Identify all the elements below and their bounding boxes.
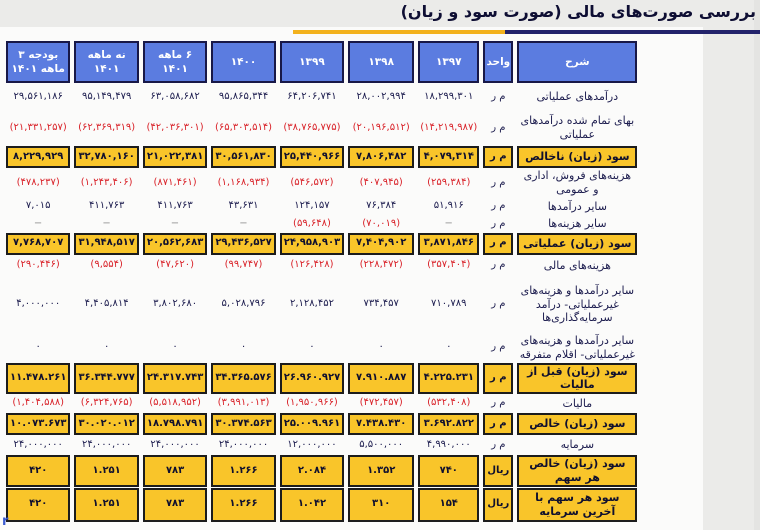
- value-cell: (۹,۵۵۴): [90, 259, 123, 271]
- row-label: سایر درآمدها و هزینه‌های غیرعملیاتی- اقلام متفرقه: [519, 333, 635, 361]
- value-cell: ۴,۰۰۰,۰۰۰: [16, 298, 61, 310]
- title-underline-navy: [505, 30, 760, 34]
- column-header: واحد: [483, 41, 513, 83]
- value-cell: ۶۳,۰۵۸,۶۸۲: [150, 90, 200, 102]
- table-row: [6, 395, 637, 412]
- column-header: ۱۳۹۹: [280, 41, 344, 83]
- row-label: درآمدهای عملیاتی: [536, 90, 619, 104]
- value-cell: (۴۷۸,۲۳۷): [16, 176, 60, 188]
- table-row: [6, 436, 637, 454]
- value-cell: ۷,۸۰۶,۴۸۲: [348, 146, 414, 168]
- table-row: [6, 413, 637, 435]
- unit-cell: م ر: [483, 363, 513, 395]
- value-cell: (۵۹,۶۴۸): [293, 217, 331, 229]
- value-cell: ۰: [309, 341, 315, 353]
- value-cell: ۱۰.۰۷۳.۶۷۳: [6, 413, 70, 435]
- value-cell: ۲۴.۳۱۷.۷۴۳: [143, 363, 207, 395]
- value-cell: (۱,۹۵۰,۹۶۶): [286, 397, 338, 409]
- value-cell: ۷۳۴,۴۵۷: [363, 298, 399, 310]
- value-cell: (۵۳۲,۴۰۸): [427, 397, 471, 409]
- value-cell: ۷۸۳: [143, 455, 207, 487]
- value-cell: −: [33, 217, 43, 229]
- row-label: سایر درآمدها: [547, 199, 607, 213]
- row-label: سود (زیان) خالص هر سهم: [517, 455, 637, 487]
- row-label: سود (زیان) قبل از مالیات: [517, 363, 637, 395]
- value-cell: (۹۹,۷۴۷): [224, 259, 263, 271]
- row-label: سایر درآمدها و هزینه‌های غیرعملیاتی- درآمد سرمایه‌گذاری‌ها: [520, 283, 635, 325]
- column-header: ۱۴۰۰: [211, 41, 275, 83]
- value-cell: ۱.۲۵۱: [74, 488, 138, 522]
- value-cell: ۰: [103, 341, 110, 353]
- row-label: بهای تمام شده درآمدهای عملیاتی: [520, 114, 635, 141]
- unit-cell: م ر: [491, 397, 506, 409]
- value-cell: ۸,۲۲۹,۹۲۹: [6, 146, 70, 168]
- value-cell: ۰: [378, 341, 384, 353]
- row-label: مالیات: [562, 396, 593, 410]
- value-cell: ۷,۰۱۵: [25, 200, 51, 212]
- value-cell: −: [444, 217, 454, 229]
- value-cell: ۲۶.۹۶۰.۹۲۷: [280, 363, 344, 395]
- value-cell: ۳۱۰: [348, 488, 414, 522]
- table-row: [6, 455, 637, 487]
- row-label: سود (زیان) ناخالص: [517, 146, 637, 168]
- value-cell: (۲۲۸,۴۷۲): [359, 259, 403, 271]
- unit-cell: ریال: [483, 455, 513, 487]
- table-row: [6, 217, 637, 232]
- value-cell: (۶۲,۳۶۹,۳۱۹): [78, 121, 136, 133]
- value-cell: ۲,۱۲۸,۴۵۲: [289, 298, 334, 310]
- value-cell: (۲۱,۳۳۱,۲۵۷): [9, 121, 67, 133]
- value-cell: (۲۵۹,۳۸۴): [427, 176, 471, 188]
- value-cell: ۱.۳۵۲: [348, 455, 414, 487]
- value-cell: ۳۲,۷۸۰,۱۶۰: [74, 146, 138, 168]
- unit-cell: م ر: [483, 413, 513, 435]
- table-row: [6, 84, 637, 110]
- value-cell: (۳۵۷,۴۰۴): [427, 259, 471, 271]
- value-cell: ۳۴.۳۶۵.۵۷۶: [211, 363, 275, 395]
- value-cell: ۱۲۴,۱۵۷: [294, 200, 330, 212]
- value-cell: ۵,۰۲۸,۷۹۶: [221, 298, 266, 310]
- value-cell: ۱۸.۷۹۸.۷۹۱: [143, 413, 207, 435]
- value-cell: ۱۵۴: [418, 488, 479, 522]
- unit-cell: م ر: [491, 341, 506, 353]
- table-row: [6, 256, 637, 276]
- unit-cell: م ر: [483, 146, 513, 168]
- value-cell: ۱.۰۴۲: [280, 488, 344, 522]
- column-header: ۱۳۹۸: [348, 41, 414, 83]
- value-cell: ۱۱.۴۷۸.۲۶۱: [6, 363, 70, 395]
- value-cell: ۳۰.۰۲۰.۰۱۲: [74, 413, 138, 435]
- table-row: [6, 488, 637, 522]
- table-row: [6, 169, 637, 197]
- value-cell: ۲۴,۰۰۰,۰۰۰: [13, 438, 63, 450]
- row-label: هزینه‌های مالی: [543, 258, 611, 272]
- value-cell: ۱.۲۵۱: [74, 455, 138, 487]
- table-row: [6, 233, 637, 255]
- value-cell: (۴۷,۶۲۰): [156, 259, 195, 271]
- value-cell: (۱,۱۶۸,۹۳۴): [217, 176, 270, 188]
- value-cell: ۰: [446, 341, 452, 353]
- row-label: سود (زیان) خالص: [517, 413, 637, 435]
- value-cell: ۴,۰۷۹,۳۱۴: [418, 146, 479, 168]
- value-cell: ۳۰.۳۷۴.۵۶۳: [211, 413, 275, 435]
- value-cell: ۲۴,۰۰۰,۰۰۰: [218, 438, 269, 450]
- table-body: [6, 84, 637, 522]
- value-cell: (۸۷۱,۴۶۱): [153, 176, 197, 188]
- table-row: [6, 146, 637, 168]
- column-header: بودجه ۳ ماهه ۱۴۰۱: [6, 41, 70, 83]
- row-label: هزینه‌های فروش، اداری و عمومی: [523, 169, 632, 196]
- value-cell: ۱.۲۶۶: [211, 488, 275, 522]
- value-cell: (۳۸,۷۶۵,۷۷۵): [283, 121, 341, 133]
- row-label: سود (زیان) عملیاتی: [517, 233, 637, 255]
- header-row: [6, 41, 637, 83]
- value-cell: ۷.۹۱۰.۸۸۷: [348, 363, 414, 395]
- value-cell: ۳,۸۰۲,۶۸۰: [153, 298, 198, 310]
- value-cell: (۵,۵۱۸,۹۵۲): [149, 397, 201, 409]
- unit-cell: م ر: [483, 233, 513, 255]
- value-cell: ۷۶,۳۸۴: [366, 200, 397, 212]
- unit-cell: م ر: [491, 259, 506, 271]
- financial-table: [2, 40, 641, 523]
- value-cell: ۲۴,۹۵۸,۹۰۳: [280, 233, 344, 255]
- value-cell: ۷,۴۰۴,۹۰۲: [348, 233, 414, 255]
- unit-cell: م ر: [491, 121, 506, 133]
- value-cell: ۹۵,۱۴۹,۴۷۹: [81, 90, 132, 102]
- value-cell: ۲۴,۰۰۰,۰۰۰: [150, 438, 200, 450]
- value-cell: ۷۱۰,۷۸۹: [431, 298, 467, 310]
- value-cell: −: [239, 217, 248, 229]
- unit-cell: م ر: [491, 217, 506, 229]
- unit-cell: م ر: [491, 176, 506, 188]
- value-cell: −: [102, 217, 111, 229]
- value-cell: ۷,۷۶۸,۷۰۷: [6, 233, 70, 255]
- value-cell: −: [170, 217, 180, 229]
- row-label: سرمایه: [560, 438, 595, 452]
- value-cell: (۵۴۶,۵۷۲): [290, 176, 334, 188]
- value-cell: ۳۰,۵۶۱,۸۳۰: [211, 146, 275, 168]
- value-cell: ۷۴۰: [418, 455, 479, 487]
- footer-text-fragment: r: [2, 514, 9, 529]
- unit-cell: م ر: [491, 298, 506, 310]
- value-cell: (۱,۲۴۳,۴۰۶): [80, 176, 133, 188]
- unit-cell: م ر: [491, 90, 506, 102]
- value-cell: ۷.۴۳۸.۴۳۰: [348, 413, 414, 435]
- table-row: [6, 111, 637, 145]
- row-label: سود هر سهم با آخرین سرمایه: [517, 488, 637, 522]
- value-cell: ۱۲,۰۰۰,۰۰۰: [287, 438, 337, 450]
- page-title: بررسی صورت‌های مالی (صورت سود و زیان): [400, 2, 756, 21]
- column-header: شرح: [517, 41, 637, 83]
- value-cell: ۴۲۰: [6, 455, 70, 487]
- value-cell: (۱,۴۰۴,۵۸۸): [12, 397, 65, 409]
- value-cell: ۲۱,۰۲۲,۳۸۱: [143, 146, 207, 168]
- value-cell: ۶۴,۲۰۶,۷۴۱: [287, 90, 337, 102]
- table-row: [6, 363, 637, 395]
- value-cell: ۲۹,۴۳۶,۵۲۷: [211, 233, 275, 255]
- column-header: ۱۳۹۷: [418, 41, 479, 83]
- value-cell: (۶۵,۳۰۳,۵۱۴): [214, 121, 273, 133]
- value-cell: ۳.۶۹۲.۸۲۲: [418, 413, 479, 435]
- row-label: سایر هزینه‌ها: [548, 217, 607, 231]
- value-cell: (۲۰,۱۹۶,۵۱۲): [352, 121, 410, 133]
- value-cell: ۴.۲۲۵.۲۳۱: [418, 363, 479, 395]
- value-cell: ۱.۲۶۶: [211, 455, 275, 487]
- unit-cell: ریال: [483, 488, 513, 522]
- value-cell: ۱۸,۲۹۹,۳۰۱: [424, 90, 474, 102]
- value-cell: (۶,۳۲۴,۷۶۵): [80, 397, 133, 409]
- value-cell: ۵,۵۰۰,۰۰۰: [359, 438, 404, 450]
- value-cell: (۴۲,۰۳۶,۳۰۱): [146, 121, 204, 133]
- value-cell: ۲.۰۸۴: [280, 455, 344, 487]
- value-cell: ۳,۸۷۱,۸۴۶: [418, 233, 479, 255]
- value-cell: (۷۰,۰۱۹): [362, 217, 401, 229]
- value-cell: ۲۸,۰۰۲,۹۹۴: [356, 90, 406, 102]
- value-cell: ۳۱,۹۴۸,۵۱۷: [74, 233, 138, 255]
- value-cell: ۳۶.۳۴۴.۷۷۷: [74, 363, 138, 395]
- value-cell: ۴,۹۹۰,۰۰۰: [426, 438, 471, 450]
- value-cell: (۱۲۶,۴۲۸): [290, 259, 334, 271]
- unit-cell: م ر: [491, 200, 506, 212]
- value-cell: ۵۱,۹۱۶: [433, 200, 464, 212]
- value-cell: ۴۱۱,۷۶۳: [157, 200, 193, 212]
- value-cell: (۴۷۲,۴۵۷): [359, 397, 403, 409]
- value-cell: (۳,۹۹۱,۰۱۳): [217, 397, 270, 409]
- value-cell: (۱۴,۲۱۹,۹۸۷): [420, 121, 478, 133]
- value-cell: ۰: [240, 341, 247, 353]
- table-row: [6, 277, 637, 333]
- value-cell: ۴۱۱,۷۶۳: [88, 200, 125, 212]
- value-cell: ۲۵.۰۰۹.۹۶۱: [280, 413, 344, 435]
- column-header: نه ماهه ۱۴۰۱: [74, 41, 138, 83]
- value-cell: ۹۵,۸۶۵,۳۴۴: [218, 90, 269, 102]
- value-cell: ۴۳,۶۳۱: [228, 200, 259, 212]
- column-header: ۶ ماهه ۱۴۰۱: [143, 41, 207, 83]
- table-row: [6, 334, 637, 362]
- value-cell: ۲۵,۴۴۰,۹۶۶: [280, 146, 344, 168]
- unit-cell: م ر: [491, 438, 506, 450]
- value-cell: ۰: [172, 341, 178, 353]
- value-cell: ۰: [35, 341, 41, 353]
- value-cell: ۴۲۰: [6, 488, 70, 522]
- right-edge-strip: [754, 0, 760, 530]
- value-cell: ۲۴,۰۰۰,۰۰۰: [81, 438, 132, 450]
- table-row: [6, 198, 637, 216]
- title-underline-yellow: [293, 30, 505, 34]
- value-cell: ۲۹,۵۶۱,۱۸۶: [13, 90, 63, 102]
- value-cell: (۴۰۷,۹۴۵): [359, 176, 403, 188]
- value-cell: ۷۸۳: [143, 488, 207, 522]
- value-cell: ۴,۴۰۵,۸۱۴: [84, 298, 129, 310]
- value-cell: (۲۹۰,۴۴۶): [16, 259, 60, 271]
- value-cell: ۲۰,۵۶۲,۶۸۳: [143, 233, 207, 255]
- table-header: [6, 41, 637, 83]
